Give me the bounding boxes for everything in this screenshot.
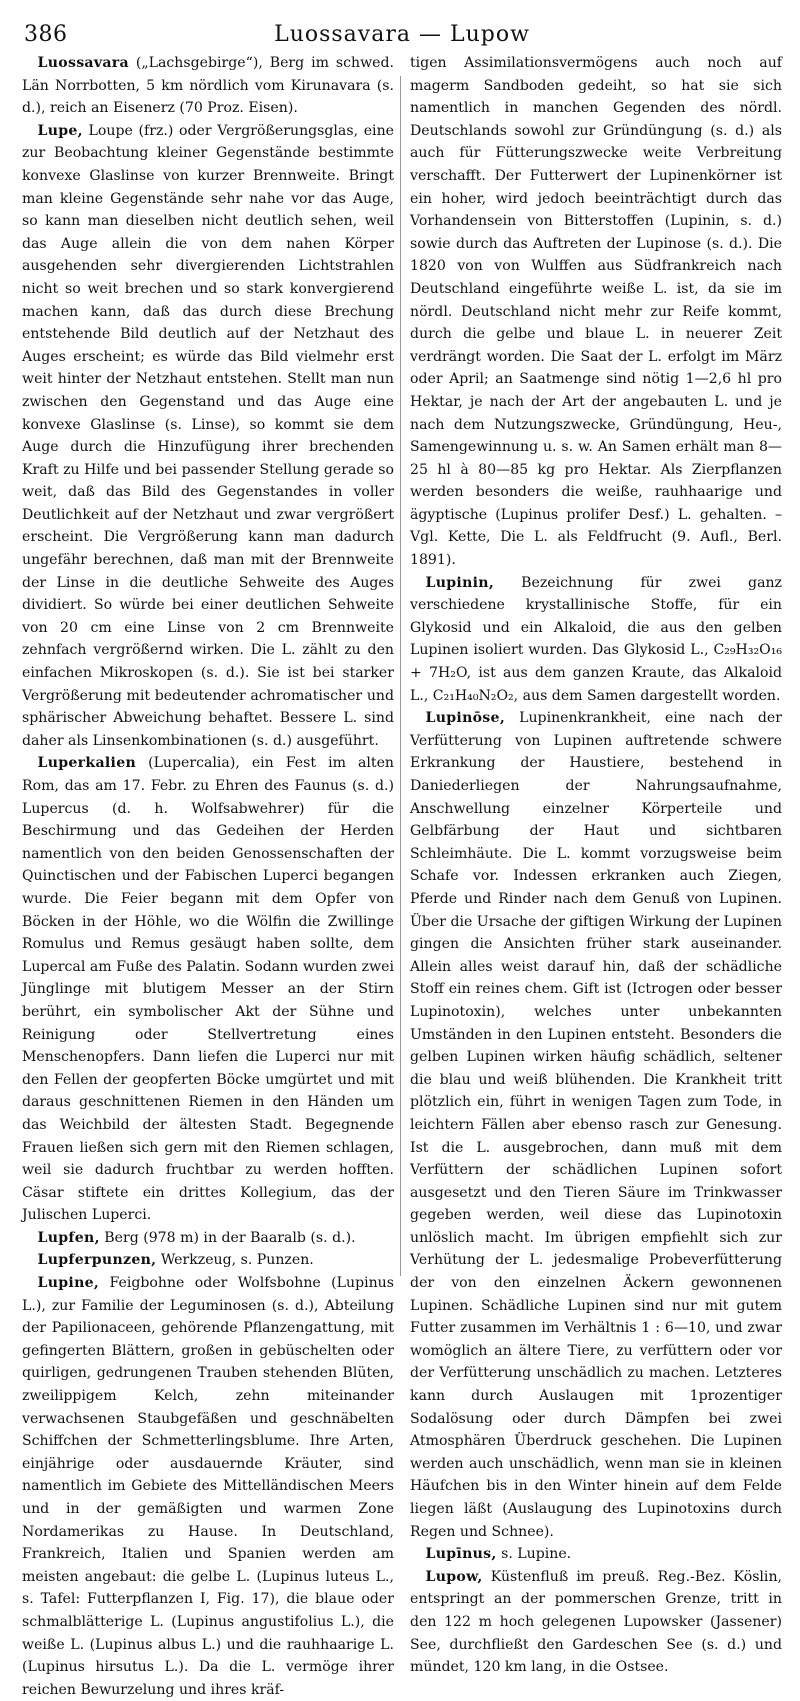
dictionary-entry xyxy=(22,1272,394,1701)
entry-text: Bezeichnung für zwei ganz verschiedene krystallinische Stoffe, für ein Glykosid und ein Alkaloid, die aus den gelben Lupinen isoliert wurden. Das Glykosid L., C₂₉H₃₂O₁₆ + 7H₂O, ist aus dem ganzen Kraute, das Alkaloid L., C₂₁H₄₀N₂O₂, aus dem Samen dargestellt worden. xyxy=(410,574,782,704)
dictionary-entry xyxy=(410,52,782,572)
entry-text: Lupinenkrankheit, eine nach der Verfütterung von Lupinen auftretende schwere Erkrankung der Haustiere, bestehend in Daniederliegen der Nahrungsaufnahme, Anschwellung einzelner Körperteile und Gelbfärbung der Haut und sichtbaren Schleimhäute. Die L. kommt vorzugsweise beim Schafe vor. Indessen erkranken auch Ziegen, Pferde und Rinder nach dem Genuß von Lupinen. Über die Ursache der giftigen Wirkung der Lupinen gingen die Ansichten früher stark auseinander. Allein alles weist darauf hin, daß der schädliche Stoff ein reines chem. Gift ist (Ictrogen oder besser Lupinotoxin), welches unter unbekannten Umständen in den Lupinen entsteht. Besonders die gelben Lupinen wirken häufig schädlich, seltener die blau und weiß blühenden. Die Krankheit tritt plötzlich ein, führt in wenigen Tagen zum Tode, in leichtern Fällen aber ebenso rasch zur Genesung. Ist die L. ausgebrochen, dann muß mit dem Verfüttern der schädlichen Lupinen sofort ausgesetzt und den Tieren Säure im Trinkwasser gegeben werden, weil diese das Lupinotoxin unlöslich macht. Im übrigen empfiehlt sich zur Verhütung der L. jedesmalige Probeverfütterung der von den einzelnen Äckern gewonnenen Lupinen. Schädliche Lupinen sind nur mit gutem Futter zusammen im Verhältnis 1 : 6—10, und zwar womöglich an ältere Tiere, zu verfüttern oder vor der Verfütterung unschädlich zu machen. Letzteres kann durch Auslaugen mit 1prozentiger Sodalösung oder durch Dämpfen bei zwei Atmosphären Überdruck geschehen. Die Lupinen werden auch unschädlich, wenn man sie in kleinen Häufchen bis in den Winter hinein auf dem Felde liegen läßt (Auslaugung des Lupinotoxins durch Regen und Schnee). xyxy=(410,710,782,1540)
entry-text: Berg (978 m) in der Baaralb (s. d.). xyxy=(99,1229,356,1246)
left-column xyxy=(22,52,394,1701)
entry-headword: Lupferpunzen, xyxy=(37,1252,157,1269)
entry-text: (Lupercalia), ein Fest im alten Rom, das am 17. Febr. zu Ehren des Faunus (s. d.) Lupercus (d. h. Wolfsabwehrer) für die Beschirmung und das Gedeihen der Herden namentlich von den beiden Genossenschaften der Quinctischen und der Fabischen Luperci begangen wurde. Die Feier begann mit dem Opfer von Böcken in der Höhle, wo die Wölfin die Zwillinge Romulus und Remus gesäugt haben sollte, dem Lupercal am Fuße des Palatin. Sodann wurden zwei Jünglinge mit blutigem Messer an der Stirn berührt, ein symbolischer Akt der Sühne und Reinigung oder Stellvertretung eines Menschenopfers. Dann liefen die Luperci nur mit den Fellen der geopferten Böcke umgürtet und mit daraus geschnittenen Riemen in den Händen um das Weichbild der ältesten Stadt. Begegnende Frauen ließen sich gern mit den Riemen schlagen, weil sie dadurch fruchtbar zu werden hofften. Cäsar stiftete ein drittes Kollegium, das der Julischen Luperci. xyxy=(22,755,394,1224)
entry-headword: Lupfen, xyxy=(37,1229,100,1246)
running-head: Luossavara — Lupow xyxy=(274,22,530,47)
column-divider xyxy=(400,76,401,1276)
entry-headword: Luperkalien xyxy=(37,755,137,772)
dictionary-entry xyxy=(410,1543,782,1566)
entry-text: Loupe (frz.) oder Vergrößerungsglas, eine zur Beobachtung kleiner Gegenstände bestimmte konvexe Glaslinse von kurzer Brennweite. Bringt man kleine Gegenstände sehr nahe vor das Auge, so kann man dieselben nicht deutlich sehen, weil das Auge allein die von dem nahen Körper ausgehenden sehr divergierenden Lichtstrahlen nicht so weit brechen und so stark konvergierend machen kann, daß das durch diese Brechung entstehende Bild deutlich auf der Netzhaut des Auges erscheint; es würde das Bild vielmehr erst weit hinter der Netzhaut entstehen. Stellt man nun zwischen den Gegenstand und das Auge eine konvexe Glaslinse (s. Linse), so kommt sie dem Auge durch die Hinzufügung ihrer brechenden Kraft zu Hilfe und bei passender Stellung gerade so weit, daß das Bild des Gegenstandes in voller Deutlichkeit auf der Netzhaut und zwar vergrößert erscheint. Die Vergrößerung kann man dadurch ungefähr berechnen, daß man mit der Brennweite der Linse in die deutliche Sehweite des Auges dividiert. So würde bei einer deutlichen Sehweite von 20 cm eine Linse von 2 cm Brennweite zehnfach vergrößernd wirken. Die L. zählt zu den einfachen Mikroskopen (s. d.). Sie ist bei starker Vergrößerung mit bedeutender achromatischer und sphärischer Abweichung behaftet. Bessere L. sind daher als Linsenkombinationen (s. d.) ausgeführt. xyxy=(22,122,394,749)
right-column xyxy=(410,52,782,1701)
entry-text: Werkzeug, s. Punzen. xyxy=(156,1252,314,1269)
entry-headword: Lupīnus, xyxy=(425,1546,497,1563)
dictionary-entry xyxy=(22,752,394,1226)
page-number: 386 xyxy=(24,22,68,47)
entry-headword: Lupine, xyxy=(37,1275,100,1292)
dictionary-entry xyxy=(22,1249,394,1272)
entry-text: („Lachsgebirge“), Berg im schwed. Län Norrbotten, 5 km nördlich vom Kirunavara (s. d.), reich an Eisenerz (70 Proz. Eisen). xyxy=(22,55,394,117)
dictionary-entry xyxy=(410,707,782,1543)
text-columns xyxy=(22,52,782,1701)
entry-headword: Lupow, xyxy=(425,1568,483,1585)
dictionary-entry xyxy=(22,120,394,753)
entry-headword: Luossavara xyxy=(37,55,129,71)
dictionary-entry xyxy=(22,52,394,120)
entry-text: tigen Assimilationsvermögens auch noch auf magerm Sandboden gedeiht, so hat sie sich namentlich in manchen Gegenden des nördl. Deutschlands sowohl zur Gründüngung (s. d.) als auch für Fütterungszwecke weite Verbreitung verschafft. Der Futterwert der Lupinenkörner ist ein hoher, wird jedoch beeinträchtigt durch das Vorhandensein von Bitterstoffen (Lupinin, s. d.) sowie durch das Auftreten der Lupinose (s. d.). Die 1820 von von Wulffen aus Südfrankreich nach Deutschland eingeführte weiße L. ist, da sie im nördl. Deutschland nicht mehr zur Reife kommt, durch die gelbe und blaue L. in neuerer Zeit verdrängt worden. Die Saat der L. erfolgt im März oder April; an Saatmenge sind nötig 1—2,6 hl pro Hektar, je nach der Art der angebauten L. und je nach dem Nutzungszwecke, Gründüngung, Heu-, Samengewinnung u. s. w. An Samen erhält man 8—25 hl à 80—85 kg pro Hektar. Als Zierpflanzen werden besonders die weiße, rauhhaarige und ägyptische (Lupinus prolifer Desf.) L. gehalten. – Vgl. Kette, Die L. als Feldfrucht (9. Aufl., Berl. 1891). xyxy=(410,55,782,569)
entry-headword: Lupe, xyxy=(37,122,83,139)
dictionary-entry xyxy=(410,572,782,708)
entry-headword: Lupinōse, xyxy=(425,710,506,727)
page-header xyxy=(22,10,782,52)
entry-headword: Lupinin, xyxy=(425,574,495,591)
entry-text: s. Lupine. xyxy=(496,1546,572,1563)
dictionary-entry xyxy=(410,1566,782,1679)
dictionary-entry xyxy=(22,1227,394,1250)
entry-text: Feigbohne oder Wolfsbohne (Lupinus L.), zur Familie der Leguminosen (s. d.), Abteilung der Papilionaceen, gehörende Pflanzengattung, mit gefingerten Blättern, großen in gebüschelten oder quirligen, gedrungenen Trauben stehenden Blüten, zweilippigem Kelch, zehn miteinander verwachsenen Staubgefäßen und geschnäbelten Schiffchen der Schmetterlingsblume. Ihre Arten, einjährige oder ausdauernde Kräuter, sind namentlich im Gebiete des Mittelländischen Meers und in der gemäßigten und warmen Zone Nordamerikas zu Hause. In Deutschland, Frankreich, Italien und Spanien werden am meisten angebaut: die gelbe L. (Lupinus luteus L., s. Tafel: Futterpflanzen I, Fig. 17), die blaue oder schmalblätterige L. (Lupinus angustifolius L.), die weiße L. (Lupinus albus L.) und die rauhhaarige L. (Lupinus hirsutus L.). Da die L. vermöge ihrer reichen Bewurzelung und ihres kräf- xyxy=(22,1275,394,1698)
entry-text: Küstenfluß im preuß. Reg.-Bez. Köslin, entspringt an der pommerschen Grenze, tritt in den 122 m hoch gelegenen Lupowsker (Jassener) See, durchfließt den Gardeschen See (s. d.) und mündet, 120 km lang, in die Ostsee. xyxy=(410,1568,782,1676)
